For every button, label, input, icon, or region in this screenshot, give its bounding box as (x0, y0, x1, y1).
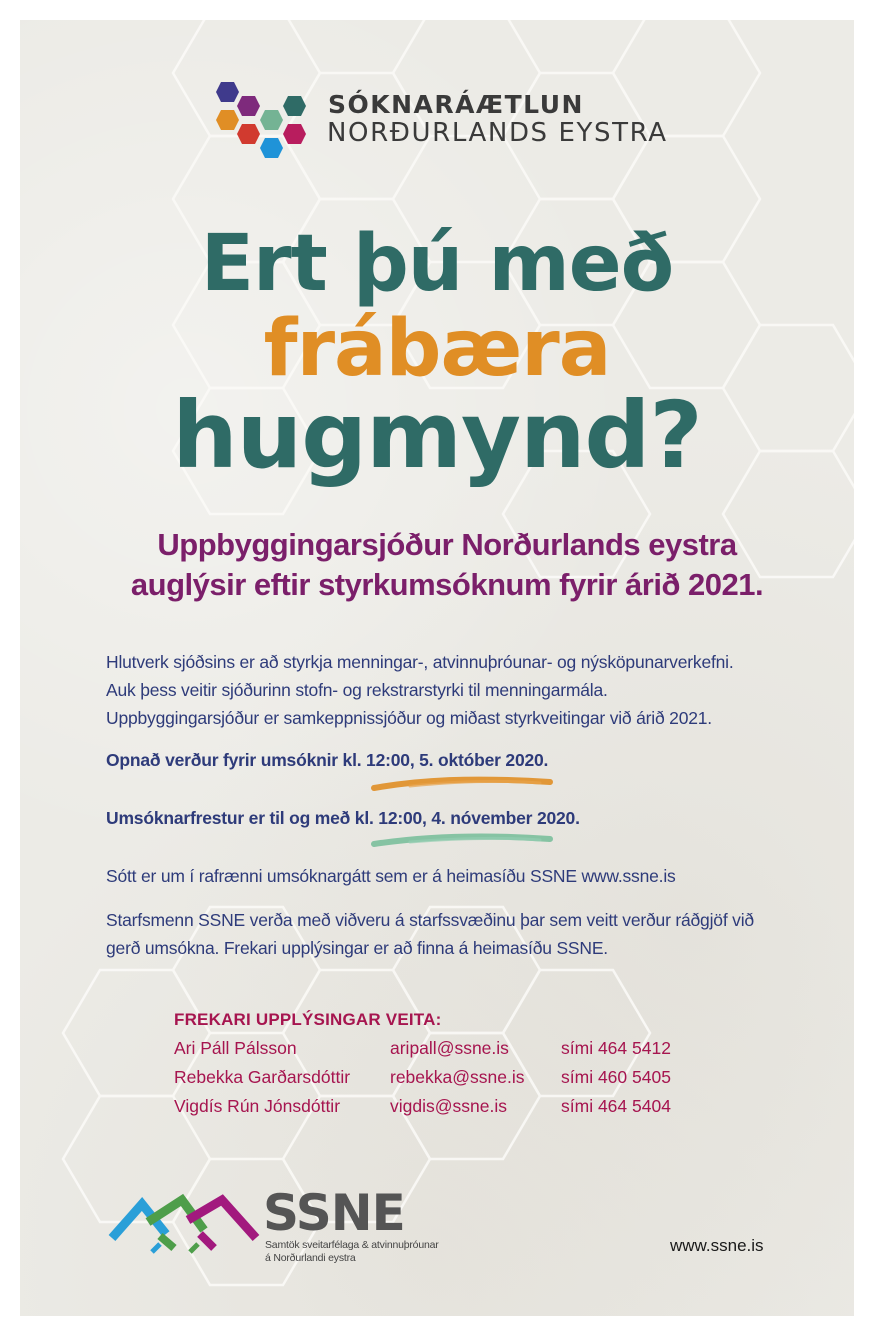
contact-row (174, 1038, 714, 1064)
logo-subtitle: NORÐURLANDS EYSTRA (327, 118, 668, 148)
intro-line-1: Hlutverk sjóðsins er að styrkja menningar-, atvinnuþróunar- og nýsköpunarverkefni. (106, 652, 734, 672)
ssne-tagline-2: á Norðurlandi eystra (265, 1252, 356, 1264)
headline-line-3: hugmynd? (172, 382, 702, 489)
footer-website-link[interactable]: www.ssne.is (670, 1236, 764, 1255)
contacts-title: FREKARI UPPLÝSINGAR VEITA: (174, 1010, 442, 1029)
poster (20, 20, 854, 1316)
orange-brush-stroke (370, 774, 560, 794)
contact-email[interactable]: aripall@ssne.is (390, 1038, 509, 1058)
ssne-tagline-1: Samtök sveitarfélaga & atvinnuþróunar (265, 1239, 439, 1251)
logo-title: SÓKNARÁÆTLUN (328, 90, 584, 119)
deadline-date: Umsóknarfrestur er til og með kl. 12:00, 4. nóvember 2020. (106, 808, 580, 828)
intro-line-2: Auk þess veitir sjóðurinn stofn- og rekstrarstyrki til menningarmála. (106, 680, 608, 700)
headline-line-1: Ert þú með (200, 219, 674, 309)
contact-phone: sími 460 5405 (561, 1067, 671, 1087)
contact-email[interactable]: vigdis@ssne.is (390, 1096, 507, 1116)
subheading-line-1: Uppbyggingarsjóður Norðurlands eystra (157, 527, 737, 562)
contact-row (174, 1096, 714, 1122)
subheading-line-2: auglýsir eftir styrkumsóknum fyrir árið 2021. (130, 567, 764, 602)
contact-name: Ari Páll Pálsson (174, 1038, 297, 1058)
staff-info-line-1: Starfsmenn SSNE verða með viðveru á starfssvæðinu þar sem veitt verður ráðgjöf við (106, 910, 754, 930)
staff-info-line-2: gerð umsókna. Frekari upplýsingar er að finna á heimasíðu SSNE. (106, 938, 608, 958)
contact-row (174, 1067, 714, 1093)
contact-phone: sími 464 5412 (561, 1038, 671, 1058)
contact-name: Rebekka Garðarsdóttir (174, 1067, 351, 1087)
green-brush-stroke (370, 830, 560, 850)
soknaraaetlun-logo-hexagons (210, 75, 320, 165)
open-date: Opnað verður fyrir umsóknir kl. 12:00, 5. október 2020. (106, 750, 549, 770)
apply-info (106, 866, 676, 887)
apply-info-text: Sótt er um í rafrænni umsóknargátt sem er á heimasíðu SSNE www.ssne.is (106, 866, 676, 886)
ssne-mountains-logo-icon (108, 1190, 268, 1260)
contact-phone: sími 464 5404 (561, 1096, 671, 1116)
headline-line-2: frábæra (263, 304, 611, 394)
intro-line-3: Uppbyggingarsjóður er samkeppnissjóður og miðast styrkveitingar við árið 2021. (106, 708, 712, 728)
contact-email[interactable]: rebekka@ssne.is (390, 1067, 525, 1087)
ssne-wordmark: SSNE (263, 1184, 405, 1242)
contact-name: Vigdís Rún Jónsdóttir (174, 1096, 341, 1116)
